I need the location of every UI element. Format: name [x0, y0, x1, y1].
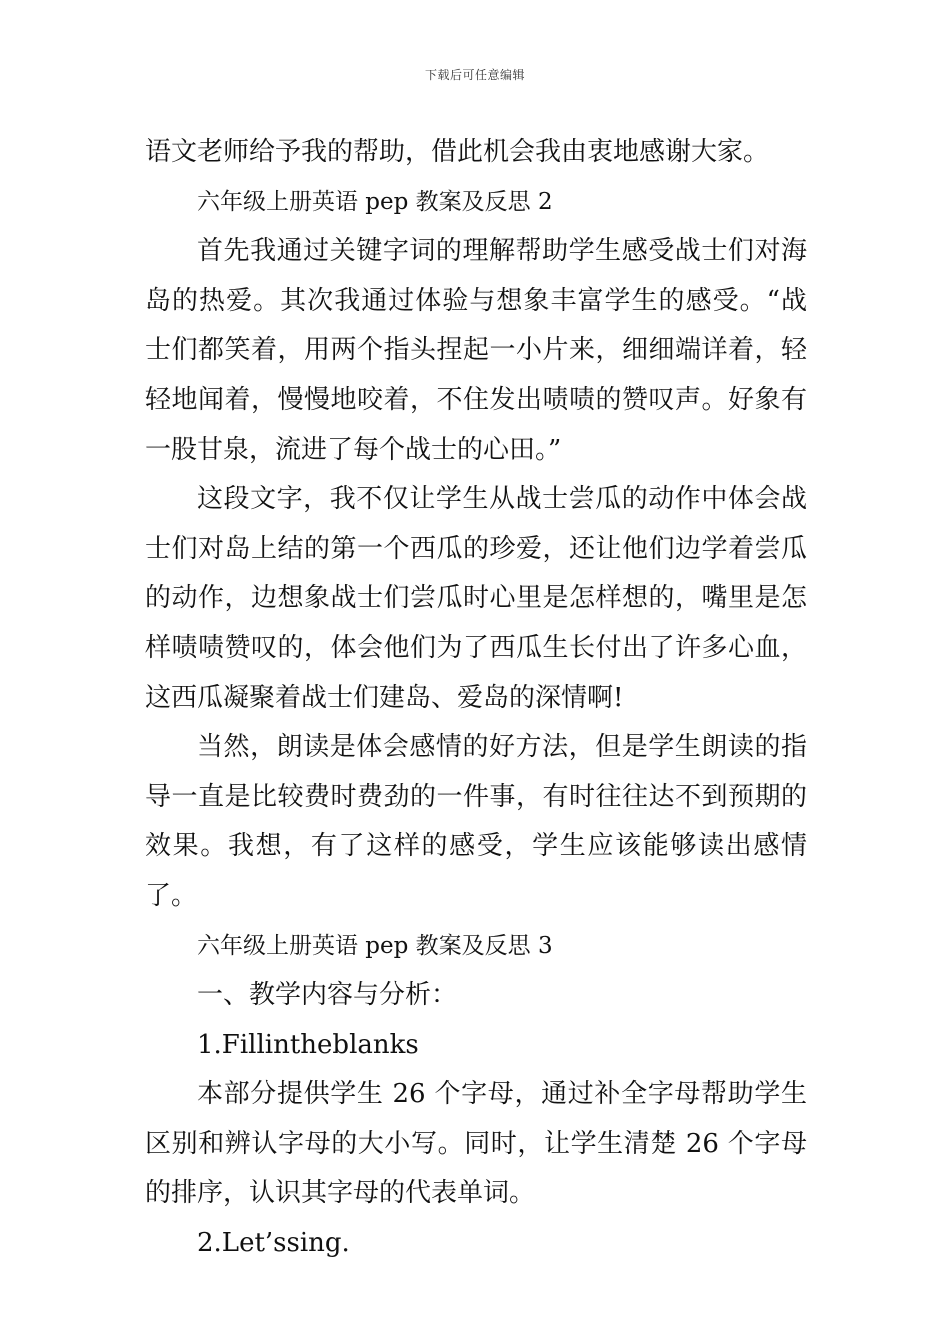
paragraph-reflection-2: 这段文字，我不仅让学生从战士尝瓜的动作中体会战士们对岛上结的第一个西瓜的珍爱，还让他们边学着尝瓜的动作，边想象战士们尝瓜时心里是怎样想的，嘴里是怎样啧啧赞叹的，体会他们为了西瓜生长付出了许多心血，这西瓜凝聚着战士们建岛、爱岛的深情啊!	[145, 484, 807, 713]
subheading-teaching-content: 一、教学内容与分析：	[197, 980, 458, 1011]
paragraph-continuation: 语文老师给予我的帮助，借此机会我由衷地感谢大家。	[145, 137, 770, 167]
section-heading-3: 六年级上册英语 pep 教案及反思 3	[197, 932, 553, 959]
item-fill-in-blanks: 1.Fillintheblanks	[197, 1029, 419, 1060]
paragraph-reflection-1: 首先我通过关键字词的理解帮助学生感受战士们对海岛的热爱。其次我通过体验与想象丰富学生的感受。“战士们都笑着，用两个指头捏起一小片来，细细端详着，轻轻地闻着，慢慢地咬着，不住发出啧啧的赞叹声。好象有一股甘泉，流进了每个战士的心田。”	[145, 236, 807, 465]
document-body	[145, 128, 807, 1269]
section-heading-2: 六年级上册英语 pep 教案及反思 2	[197, 188, 553, 215]
paragraph-alphabet: 本部分提供学生 26 个字母，通过补全字母帮助学生区别和辨认字母的大小写。同时，让学生清楚 26 个字母的排序，认识其字母的代表单词。	[145, 1079, 807, 1209]
item-lets-sing: 2.Let’ssing.	[197, 1228, 350, 1259]
paragraph-reflection-3: 当然，朗读是体会感情的好方法，但是学生朗读的指导一直是比较费时费劲的一件事，有时往往达不到预期的效果。我想，有了这样的感受，学生应该能够读出感情了。	[145, 732, 807, 911]
page-header: 下载后可任意编辑	[424, 68, 525, 82]
